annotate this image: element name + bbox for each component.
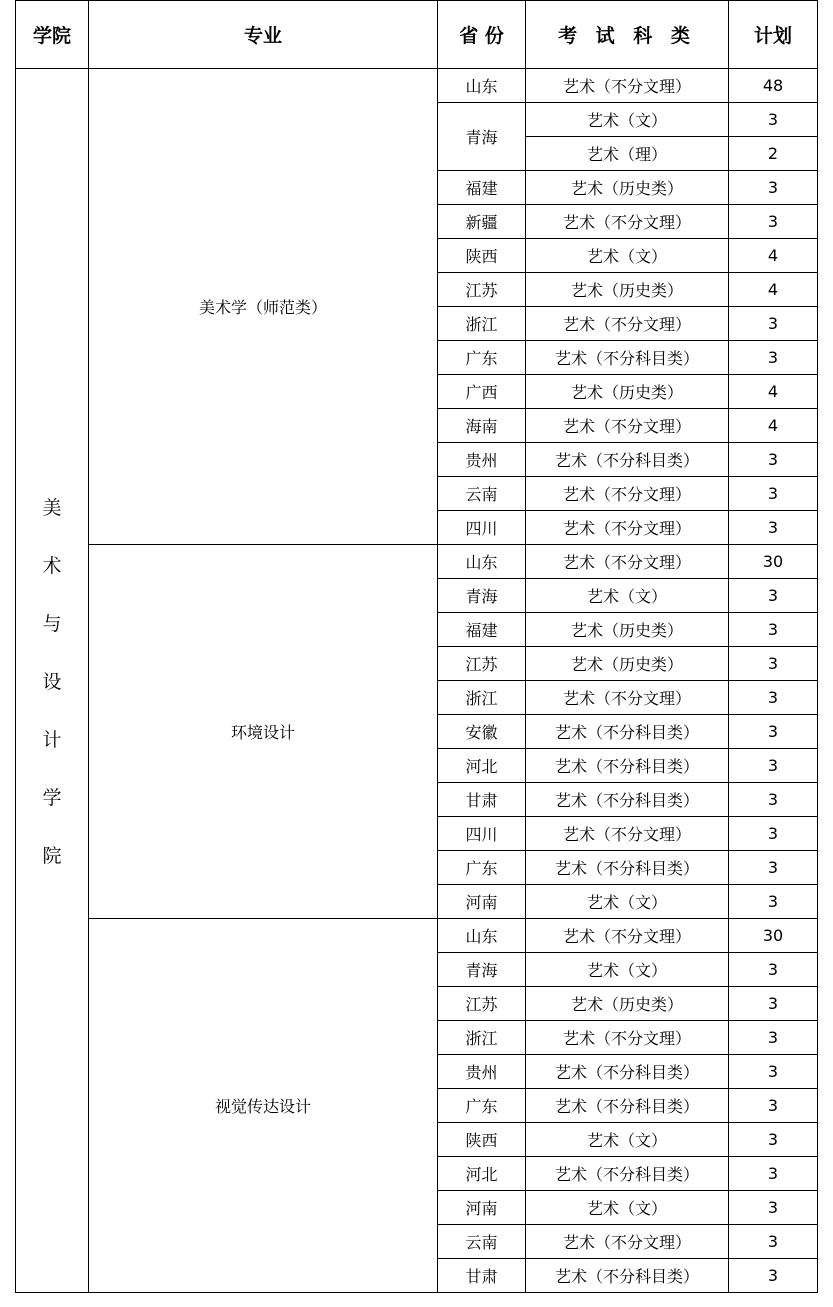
major-cell: 美术学（师范类） [89,69,438,545]
plan-cell: 3 [729,579,818,613]
header-college: 学院 [16,1,89,69]
exam-type-cell: 艺术（文） [526,239,729,273]
exam-type-cell: 艺术（不分文理） [526,409,729,443]
province-cell: 新疆 [438,205,526,239]
enrollment-plan-table [15,0,818,1293]
province-cell: 浙江 [438,681,526,715]
plan-cell: 30 [729,545,818,579]
province-cell: 陕西 [438,239,526,273]
plan-cell: 3 [729,681,818,715]
plan-cell: 3 [729,851,818,885]
province-cell: 江苏 [438,987,526,1021]
exam-type-cell: 艺术（不分文理） [526,69,729,103]
plan-cell: 3 [729,1055,818,1089]
province-cell: 云南 [438,477,526,511]
plan-cell: 3 [729,477,818,511]
province-cell: 河南 [438,1191,526,1225]
province-cell: 海南 [438,409,526,443]
exam-type-cell: 艺术（文） [526,1191,729,1225]
province-cell: 河南 [438,885,526,919]
province-cell: 广西 [438,375,526,409]
plan-cell: 3 [729,783,818,817]
major-cell: 视觉传达设计 [89,919,438,1293]
college-name: 美 术 与 设 计 学 院 [42,497,62,867]
province-cell: 广东 [438,851,526,885]
table-body [16,69,818,1293]
plan-cell: 3 [729,749,818,783]
exam-type-cell: 艺术（文） [526,953,729,987]
exam-type-cell: 艺术（文） [526,885,729,919]
province-cell: 云南 [438,1225,526,1259]
plan-cell: 3 [729,987,818,1021]
plan-cell: 3 [729,103,818,137]
plan-cell: 4 [729,273,818,307]
plan-cell: 2 [729,137,818,171]
plan-cell: 3 [729,953,818,987]
province-cell: 青海 [438,579,526,613]
plan-cell: 3 [729,341,818,375]
exam-type-cell: 艺术（不分科目类） [526,1055,729,1089]
province-cell: 甘肃 [438,1259,526,1293]
header-row [16,1,818,69]
plan-cell: 3 [729,205,818,239]
plan-cell: 3 [729,1123,818,1157]
exam-type-cell: 艺术（历史类） [526,987,729,1021]
province-cell: 广东 [438,1089,526,1123]
province-cell: 山东 [438,545,526,579]
header-province: 省 份 [438,1,526,69]
exam-type-cell: 艺术（不分文理） [526,681,729,715]
exam-type-cell: 艺术（不分科目类） [526,783,729,817]
plan-cell: 3 [729,443,818,477]
province-cell: 广东 [438,341,526,375]
province-cell: 甘肃 [438,783,526,817]
plan-cell: 48 [729,69,818,103]
exam-type-cell: 艺术（不分文理） [526,545,729,579]
plan-cell: 3 [729,1157,818,1191]
province-cell: 福建 [438,171,526,205]
province-cell: 江苏 [438,647,526,681]
province-cell: 贵州 [438,443,526,477]
province-cell: 贵州 [438,1055,526,1089]
header-plan: 计划 [729,1,818,69]
exam-type-cell: 艺术（不分文理） [526,307,729,341]
exam-type-cell: 艺术（不分文理） [526,919,729,953]
province-cell: 山东 [438,69,526,103]
exam-type-cell: 艺术（不分科目类） [526,443,729,477]
province-cell: 江苏 [438,273,526,307]
plan-cell: 3 [729,171,818,205]
exam-type-cell: 艺术（不分科目类） [526,851,729,885]
major-cell: 环境设计 [89,545,438,919]
plan-cell: 4 [729,409,818,443]
table-row [16,919,818,953]
header-major: 专业 [89,1,438,69]
table-row [16,69,818,103]
exam-type-cell: 艺术（历史类） [526,273,729,307]
province-cell: 浙江 [438,1021,526,1055]
exam-type-cell: 艺术（不分文理） [526,1021,729,1055]
plan-cell: 3 [729,1089,818,1123]
exam-type-cell: 艺术（不分科目类） [526,715,729,749]
exam-type-cell: 艺术（不分文理） [526,817,729,851]
plan-cell: 3 [729,307,818,341]
plan-cell: 3 [729,715,818,749]
province-cell: 河北 [438,749,526,783]
province-cell: 陕西 [438,1123,526,1157]
plan-cell: 4 [729,375,818,409]
plan-cell: 3 [729,647,818,681]
plan-cell: 3 [729,1191,818,1225]
plan-cell: 3 [729,817,818,851]
province-cell: 青海 [438,953,526,987]
plan-cell: 3 [729,613,818,647]
exam-type-cell: 艺术（不分科目类） [526,1259,729,1293]
plan-cell: 4 [729,239,818,273]
exam-type-cell: 艺术（文） [526,103,729,137]
exam-type-cell: 艺术（不分文理） [526,477,729,511]
province-cell: 浙江 [438,307,526,341]
exam-type-cell: 艺术（不分科目类） [526,1089,729,1123]
exam-type-cell: 艺术（理） [526,137,729,171]
college-cell [16,69,89,1293]
province-cell: 安徽 [438,715,526,749]
province-cell: 河北 [438,1157,526,1191]
plan-cell: 3 [729,1225,818,1259]
province-cell: 山东 [438,919,526,953]
plan-cell: 3 [729,1021,818,1055]
province-cell: 青海 [438,103,526,171]
exam-type-cell: 艺术（不分文理） [526,1225,729,1259]
plan-cell: 3 [729,885,818,919]
exam-type-cell: 艺术（历史类） [526,613,729,647]
exam-type-cell: 艺术（历史类） [526,171,729,205]
table-row [16,545,818,579]
exam-type-cell: 艺术（不分科目类） [526,749,729,783]
exam-type-cell: 艺术（历史类） [526,647,729,681]
header-exam-type: 考 试 科 类 [526,1,729,69]
plan-cell: 30 [729,919,818,953]
exam-type-cell: 艺术（不分科目类） [526,341,729,375]
province-cell: 四川 [438,817,526,851]
exam-type-cell: 艺术（不分科目类） [526,1157,729,1191]
province-cell: 四川 [438,511,526,545]
exam-type-cell: 艺术（历史类） [526,375,729,409]
exam-type-cell: 艺术（不分文理） [526,511,729,545]
province-cell: 福建 [438,613,526,647]
exam-type-cell: 艺术（文） [526,1123,729,1157]
exam-type-cell: 艺术（文） [526,579,729,613]
plan-cell: 3 [729,1259,818,1293]
exam-type-cell: 艺术（不分文理） [526,205,729,239]
plan-cell: 3 [729,511,818,545]
